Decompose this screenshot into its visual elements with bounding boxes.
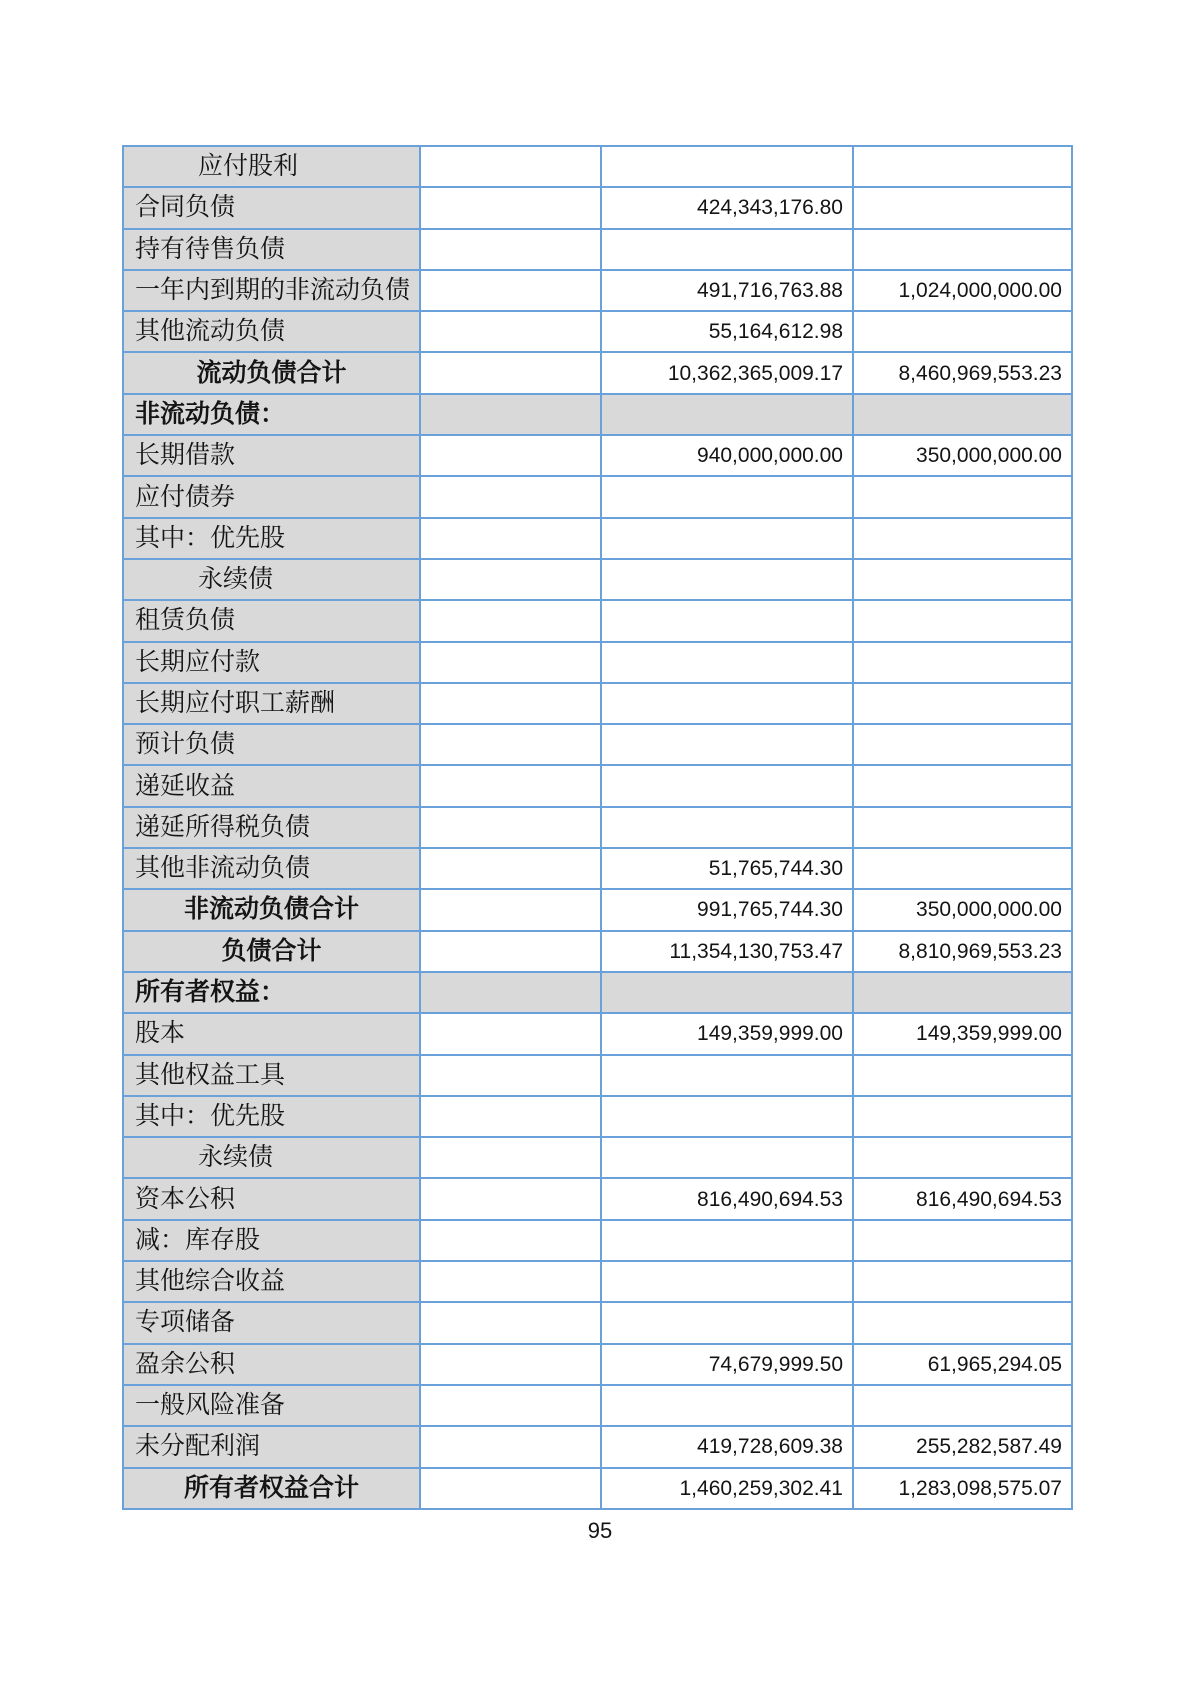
note-cell [421,684,602,725]
prior-period-value: 350,000,000.00 [854,890,1073,931]
page-number: 95 [587,1518,613,1543]
current-period-value: 816,490,694.53 [602,1179,854,1220]
row-label: 长期应付职工薪酬 [124,684,421,725]
prior-period-value [854,1097,1073,1138]
note-cell [421,188,602,229]
note-cell [421,1056,602,1097]
prior-period-value [854,519,1073,560]
prior-period-value [854,1221,1073,1262]
row-label: 所有者权益合计 [124,1469,421,1510]
row-label: 未分配利润 [124,1427,421,1468]
note-cell [421,1138,602,1179]
note-cell [421,1469,602,1510]
row-label: 合同负债 [124,188,421,229]
prior-period-value [854,1386,1073,1427]
prior-period-value [854,973,1073,1014]
current-period-value [602,560,854,601]
row-label: 其他权益工具 [124,1056,421,1097]
note-cell [421,1221,602,1262]
current-period-value [602,684,854,725]
note-cell [421,312,602,353]
note-cell [421,147,602,188]
prior-period-value [854,147,1073,188]
row-label: 其他非流动负债 [124,849,421,890]
prior-period-value: 816,490,694.53 [854,1179,1073,1220]
prior-period-value: 61,965,294.05 [854,1345,1073,1386]
current-period-value: 10,362,365,009.17 [602,353,854,394]
row-label: 一般风险准备 [124,1386,421,1427]
prior-period-value: 1,283,098,575.07 [854,1469,1073,1510]
current-period-value: 419,728,609.38 [602,1427,854,1468]
current-period-value: 149,359,999.00 [602,1014,854,1055]
current-period-value [602,1056,854,1097]
prior-period-value [854,395,1073,436]
note-cell [421,477,602,518]
note-cell [421,271,602,312]
note-cell [421,725,602,766]
row-label: 永续债 [124,560,421,601]
current-period-value [602,519,854,560]
current-period-value: 55,164,612.98 [602,312,854,353]
note-cell [421,1303,602,1344]
current-period-value [602,643,854,684]
current-period-value: 51,765,744.30 [602,849,854,890]
current-period-value [602,1386,854,1427]
prior-period-value: 1,024,000,000.00 [854,271,1073,312]
row-label: 减：库存股 [124,1221,421,1262]
note-cell [421,766,602,807]
note-cell [421,1427,602,1468]
prior-period-value: 8,460,969,553.23 [854,353,1073,394]
note-cell [421,519,602,560]
current-period-value [602,1138,854,1179]
current-period-value [602,395,854,436]
prior-period-value [854,1262,1073,1303]
current-period-value: 491,716,763.88 [602,271,854,312]
prior-period-value [854,230,1073,271]
current-period-value [602,725,854,766]
row-label: 股本 [124,1014,421,1055]
current-period-value [602,601,854,642]
row-label: 负债合计 [124,932,421,973]
row-label: 持有待售负债 [124,230,421,271]
note-cell [421,1262,602,1303]
current-period-value [602,1303,854,1344]
current-period-value: 940,000,000.00 [602,436,854,477]
prior-period-value: 350,000,000.00 [854,436,1073,477]
note-cell [421,601,602,642]
prior-period-value [854,1303,1073,1344]
row-label: 其中：优先股 [124,1097,421,1138]
current-period-value [602,766,854,807]
note-cell [421,1386,602,1427]
current-period-value: 991,765,744.30 [602,890,854,931]
prior-period-value [854,725,1073,766]
note-cell [421,932,602,973]
note-cell [421,1014,602,1055]
prior-period-value [854,312,1073,353]
row-label: 递延收益 [124,766,421,807]
note-cell [421,353,602,394]
note-cell [421,1179,602,1220]
note-cell [421,973,602,1014]
note-cell [421,436,602,477]
current-period-value [602,1221,854,1262]
prior-period-value: 149,359,999.00 [854,1014,1073,1055]
current-period-value [602,147,854,188]
current-period-value: 1,460,259,302.41 [602,1469,854,1510]
current-period-value: 11,354,130,753.47 [602,932,854,973]
prior-period-value [854,684,1073,725]
note-cell [421,890,602,931]
row-label: 专项储备 [124,1303,421,1344]
row-label: 永续债 [124,1138,421,1179]
current-period-value: 424,343,176.80 [602,188,854,229]
current-period-value [602,1262,854,1303]
prior-period-value [854,601,1073,642]
row-label: 盈余公积 [124,1345,421,1386]
row-label: 非流动负债合计 [124,890,421,931]
note-cell [421,1345,602,1386]
prior-period-value [854,849,1073,890]
row-label: 其他流动负债 [124,312,421,353]
row-label: 递延所得税负债 [124,808,421,849]
row-label: 流动负债合计 [124,353,421,394]
prior-period-value [854,766,1073,807]
row-label: 应付股利 [124,147,421,188]
prior-period-value: 255,282,587.49 [854,1427,1073,1468]
note-cell [421,849,602,890]
prior-period-value [854,188,1073,229]
current-period-value [602,973,854,1014]
note-cell [421,643,602,684]
row-label: 非流动负债： [124,395,421,436]
balance-sheet-table [122,145,1073,1510]
row-label: 其他综合收益 [124,1262,421,1303]
row-label: 租赁负债 [124,601,421,642]
row-label: 其中：优先股 [124,519,421,560]
row-label: 所有者权益： [124,973,421,1014]
current-period-value [602,808,854,849]
note-cell [421,1097,602,1138]
prior-period-value [854,643,1073,684]
prior-period-value [854,1138,1073,1179]
prior-period-value [854,477,1073,518]
row-label: 长期应付款 [124,643,421,684]
row-label: 资本公积 [124,1179,421,1220]
row-label: 预计负债 [124,725,421,766]
row-label: 应付债券 [124,477,421,518]
prior-period-value: 8,810,969,553.23 [854,932,1073,973]
prior-period-value [854,808,1073,849]
note-cell [421,230,602,271]
note-cell [421,395,602,436]
current-period-value [602,1097,854,1138]
prior-period-value [854,560,1073,601]
note-cell [421,560,602,601]
prior-period-value [854,1056,1073,1097]
current-period-value [602,230,854,271]
row-label: 长期借款 [124,436,421,477]
current-period-value [602,477,854,518]
row-label: 一年内到期的非流动负债 [124,271,421,312]
current-period-value: 74,679,999.50 [602,1345,854,1386]
note-cell [421,808,602,849]
